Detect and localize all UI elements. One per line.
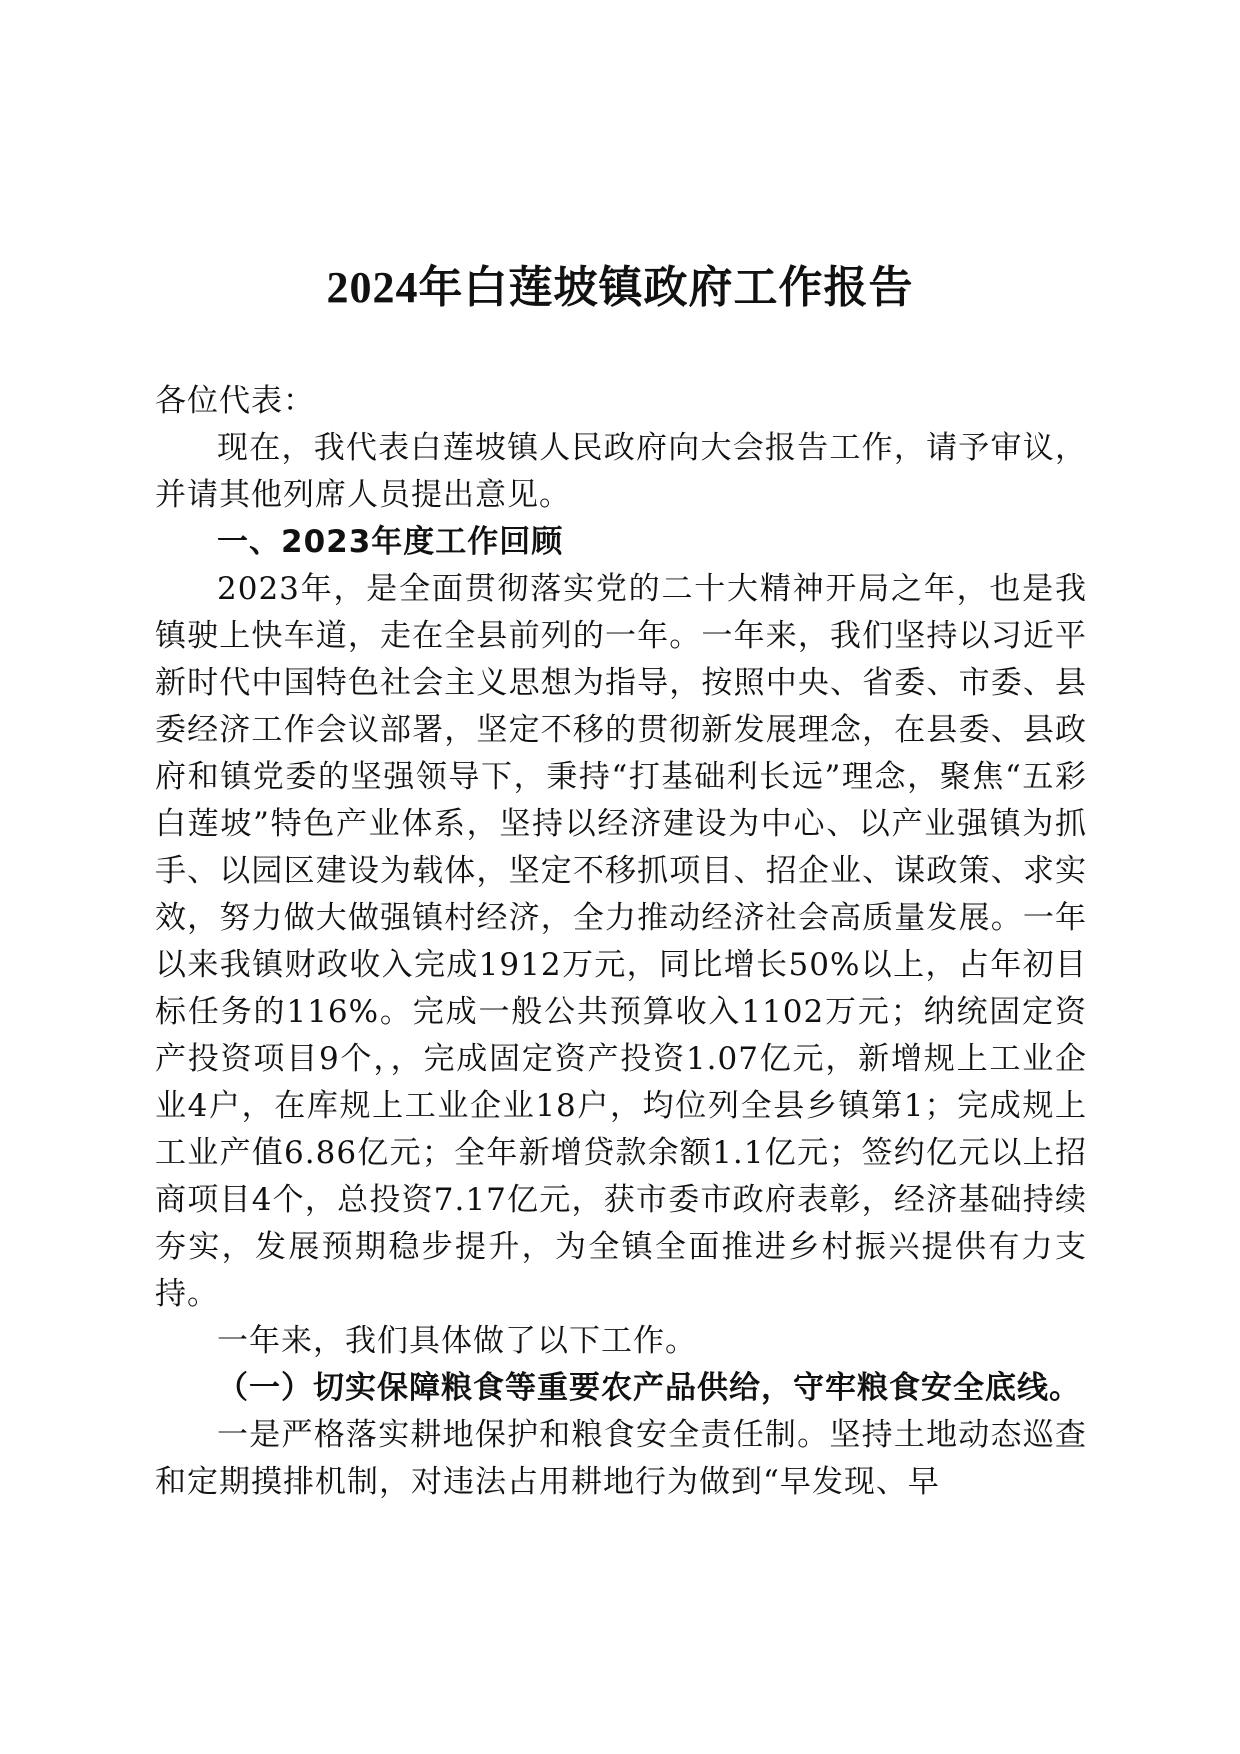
salutation: 各位代表： [155, 383, 315, 419]
section-heading: 一、2023年度工作回顾 [217, 524, 564, 560]
intro-paragraph: 现在，我代表白莲坡镇人民政府向大会报告工作，请予审议，并请其他列席人员提出意见。 [155, 430, 1087, 513]
paragraph: 2023年，是全面贯彻落实党的二十大精神开局之年，也是我镇驶上快车道，走在全县前列的一年。一年来，我们坚持以习近平新时代中国特色社会主义思想为指导，按照中央、省委、市委、县委经济工作会议部署，坚定不移的贯彻新发展理念，在县委、县政府和镇党委的坚强领导下，秉持“打基础利长远”理念，聚焦“五彩白莲坡”特色产业体系，坚持以经济建设为中心、以产业强镇为抓手、以园区建设为载体，坚定不移抓项目、招企业、谋政策、求实效，努力做大做强镇村经济，全力推动经济社会高质量发展。一年以来我镇财政收入完成1912万元，同比增长50%以上，占年初目标任务的116%。完成一般公共预算收入1102万元；纳统固定资产投资项目9个，，完成固定资产投资1.07亿元，新增规上工业企业4户，在库规上工业企业18户，均位列全县乡镇第1；完成规上工业产值6.86亿元；全年新增贷款余额1.1亿元；签约亿元以上招商项目4个，总投资7.17亿元，获市委市政府表彰，经济基础持续夯实，发展预期稳步提升，为全镇全面推进乡村振兴提供有力支持。 [155, 571, 1087, 1312]
paragraph: 一是严格落实耕地保护和粮食安全责任制。坚持土地动态巡查和定期摸排机制，对违法占用耕地行为做到“早发现、早 [155, 1417, 1087, 1500]
paragraph: 一年来，我们具体做了以下工作。 [217, 1323, 697, 1359]
document-body [155, 378, 1087, 1506]
document-title: 2024年白莲坡镇政府工作报告 [326, 263, 914, 312]
subsection-heading: （一）切实保障粮食等重要农产品供给，守牢粮食安全底线。 [217, 1370, 1081, 1406]
